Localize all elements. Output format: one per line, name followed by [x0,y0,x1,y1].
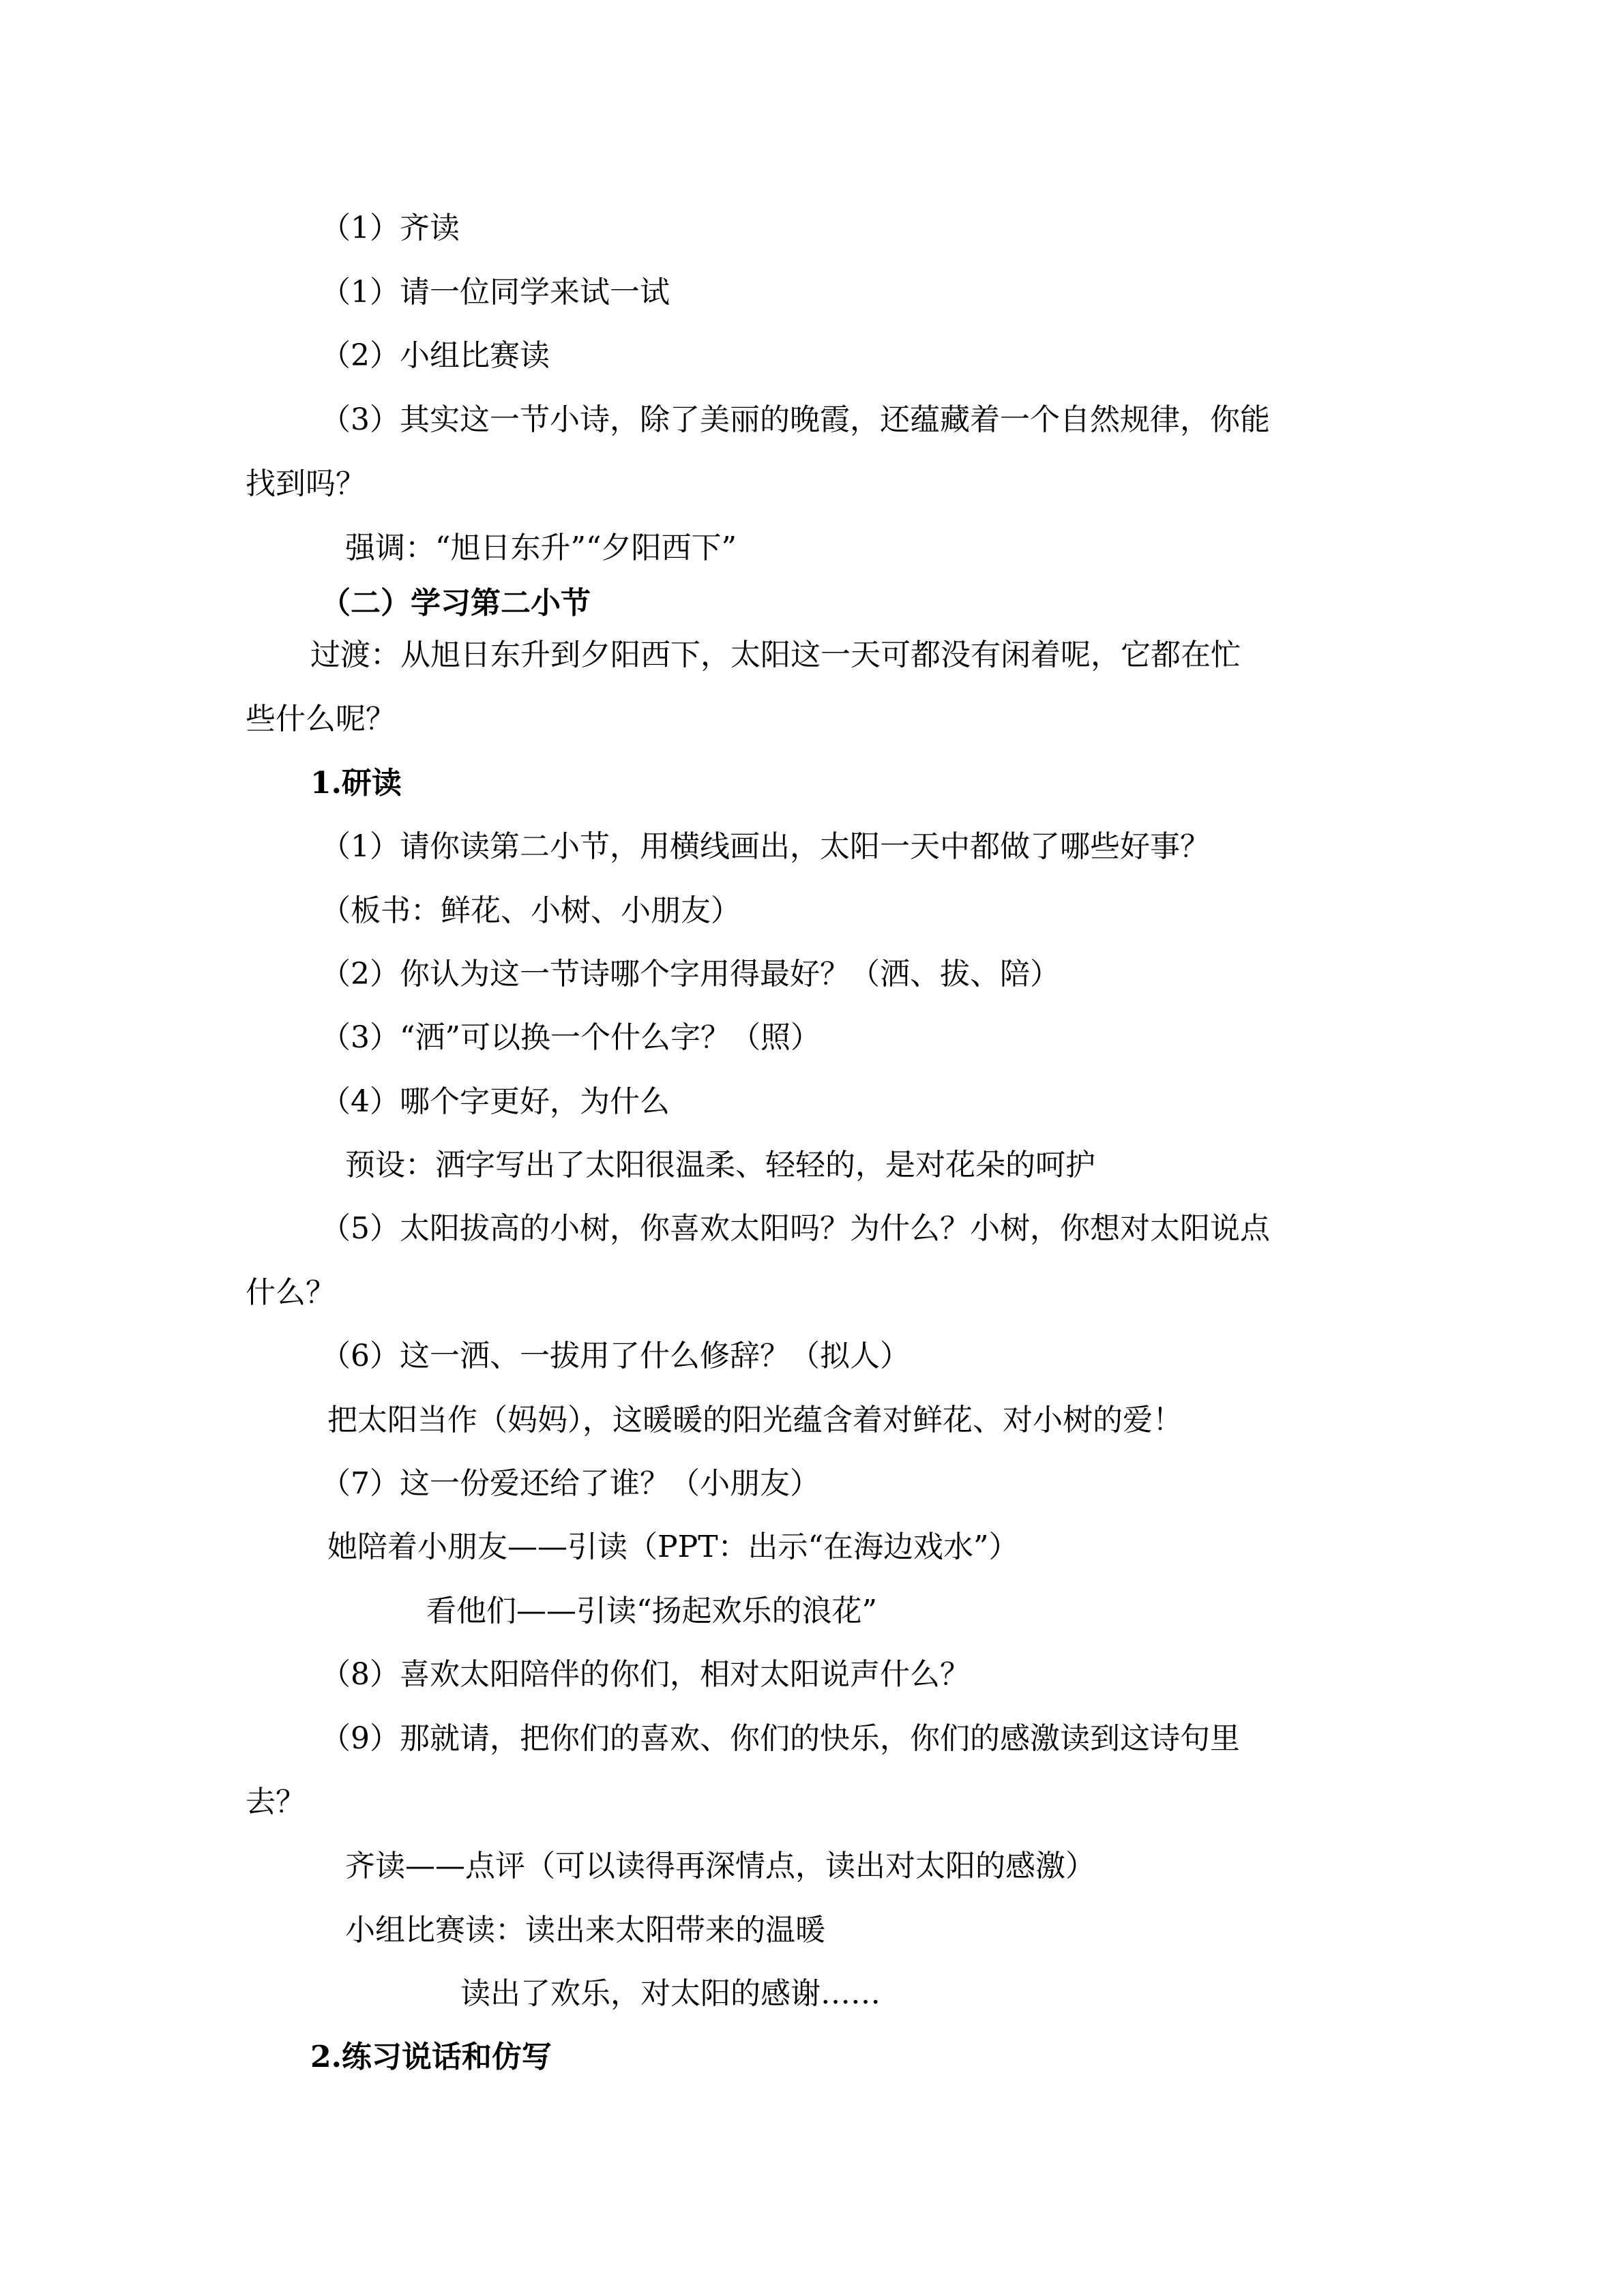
text-line: （板书：鲜花、小树、小朋友） [321,893,741,928]
text-line: （3）其实这一节小诗，除了美丽的晚霞，还蕴藏着一个自然规律，你能 [321,402,1270,437]
text-line: （1）请你读第二小节，用横线画出，太阳一天中都做了哪些好事？ [321,829,1210,864]
text-line: 找到吗？ [246,466,366,501]
text-line: （2）小组比赛读 [321,338,550,373]
text-line: （1）请一位同学来试一试 [321,275,670,310]
text-line: 些什么呢？ [246,702,396,736]
text-line: （5）太阳拔高的小树，你喜欢太阳吗？为什么？小树，你想对太阳说点 [321,1211,1270,1246]
text-line: 预设：洒字写出了太阳很温柔、轻轻的，是对花朵的呵护 [345,1148,1095,1182]
text-line: 强调：“旭日东升”“夕阳西下” [345,531,737,565]
text-line: 去？ [246,1785,306,1819]
text-line: （2）你认为这一节诗哪个字用得最好？（洒、拔、陪） [321,957,1060,992]
text-line: 小组比赛读：读出来太阳带来的温暖 [345,1913,825,1948]
text-line: 什么？ [246,1275,336,1310]
text-line: 过渡：从旭日东升到夕阳西下，太阳这一天可都没有闲着呢，它都在忙 [310,638,1241,672]
text-line: 齐读——点评（可以读得再深情点，读出对太阳的感激） [345,1849,1095,1883]
text-line: （8）喜欢太阳陪伴的你们，相对太阳说声什么？ [321,1657,970,1692]
subsection-heading: 2.练习说话和仿写 [310,2040,552,2074]
section-heading: （二）学习第二小节 [321,586,591,621]
subsection-heading: 1.研读 [310,766,402,801]
text-line: 她陪着小朋友——引读（PPT：出示“在海边戏水”） [327,1530,1019,1564]
text-line: （4）哪个字更好，为什么 [321,1084,670,1119]
text-line: （3）“洒”可以换一个什么字？（照） [321,1020,821,1055]
text-line: 看他们——引读“扬起欢乐的浪花” [426,1594,877,1628]
text-line: 把太阳当作（妈妈），这暖暖的阳光蕴含着对鲜花、对小树的爱！ [327,1403,1183,1437]
text-line: 读出了欢乐，对太阳的感谢…… [460,1976,881,2011]
text-line: （9）那就请，把你们的喜欢、你们的快乐，你们的感激读到这诗句里 [321,1721,1240,1756]
text-line: （6）这一洒、一拔用了什么修辞？（拟人） [321,1339,910,1373]
text-line: （7）这一份爱还给了谁？（小朋友） [321,1466,820,1501]
text-line: （1）齐读 [321,211,460,245]
